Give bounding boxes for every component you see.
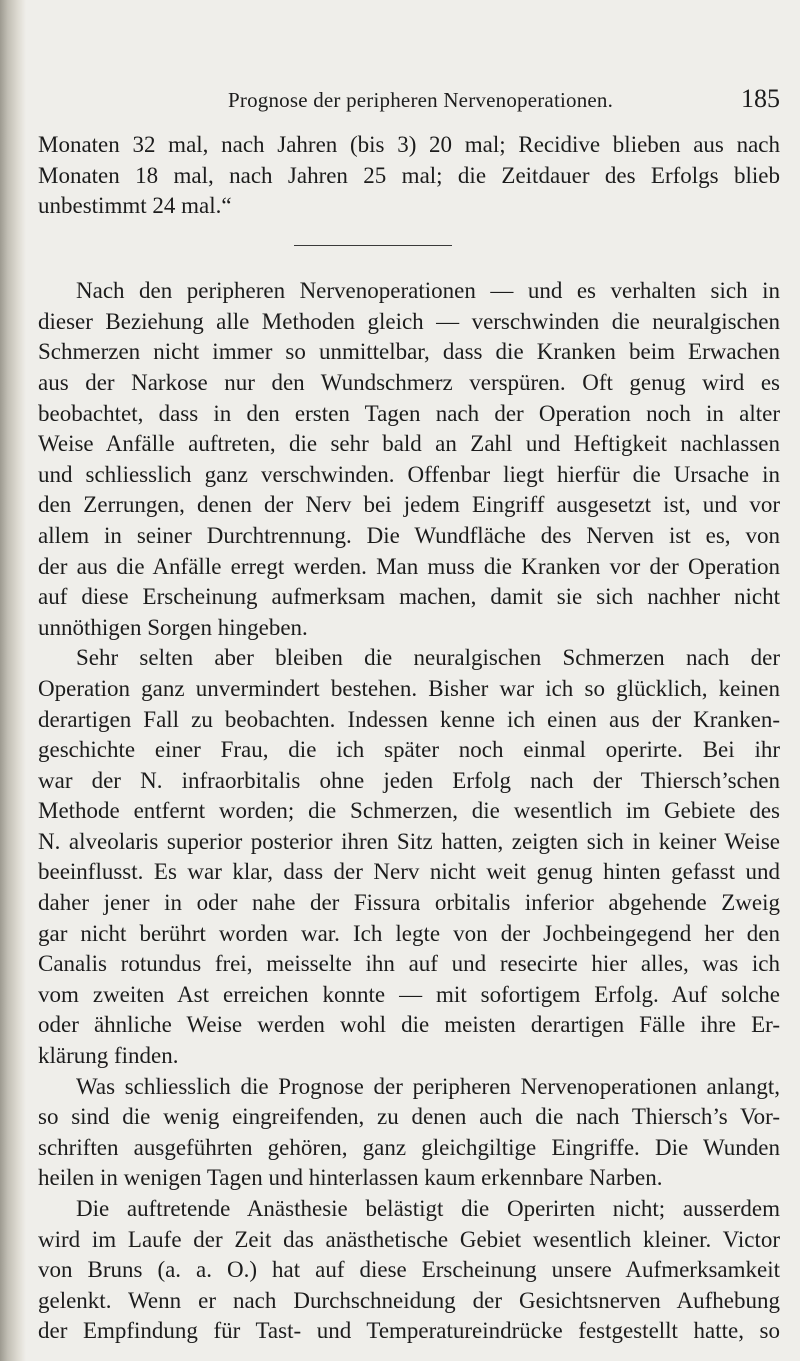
text-line: der Empfindung für Tast- und Temperatureindrücke festgestellt hatte, so xyxy=(38,1318,780,1344)
text-line: Was schliesslich die Prognose der peripheren Nervenoperationen anlangt, xyxy=(76,1073,780,1099)
text-line: Canalis rotundus frei, meisselte ihn auf und resecirte hier alles, was ich xyxy=(38,951,780,977)
text-line: Monaten 18 mal, nach Jahren 25 mal; die Zeitdauer des Erfolgs blieb xyxy=(38,162,780,188)
text-line: oder ähnliche Weise werden wohl die meisten derartigen Fälle ihre Er- xyxy=(38,1012,780,1038)
section-separator-rule xyxy=(294,245,452,246)
text-line: war der N. infraorbitalis ohne jeden Erfolg nach der Thiersch’schen xyxy=(38,767,780,793)
text-line: allem in seiner Durchtrennung. Die Wundfläche des Nerven ist es, von xyxy=(38,522,780,548)
page-header xyxy=(38,84,780,116)
text-line: dieser Beziehung alle Methoden gleich — verschwinden die neuralgischen xyxy=(38,308,780,334)
text-line: den Zerrungen, denen der Nerv bei jedem Eingriff ausgesetzt ist, und vor xyxy=(38,492,780,518)
text-line: auf diese Erscheinung aufmerksam machen, damit sie sich nachher nicht xyxy=(38,584,780,610)
text-line: daher jener in oder nahe der Fissura orbitalis inferior abgehende Zweig xyxy=(38,890,780,916)
text-line: von Bruns (a. a. O.) hat auf diese Erscheinung unsere Aufmerksamkeit xyxy=(38,1257,780,1283)
text-line: geschichte einer Frau, die ich später noch einmal operirte. Bei ihr xyxy=(38,737,780,763)
text-line: vom zweiten Ast erreichen konnte — mit sofortigem Erfolg. Auf solche xyxy=(38,981,780,1007)
text-line: Die auftretende Anästhesie belästigt die Operirten nicht; ausserdem xyxy=(76,1196,780,1222)
text-line: gelenkt. Wenn er nach Durchschneidung der Gesichtsnerven Aufhebung xyxy=(38,1287,780,1313)
text-line: heilen in wenigen Tagen und hinterlassen kaum erkennbare Narben. xyxy=(38,1165,663,1191)
text-line: unnöthigen Sorgen hingeben. xyxy=(38,614,308,640)
text-line: wird im Laufe der Zeit das anästhetische Gebiet wesentlich kleiner. Victor xyxy=(38,1226,780,1252)
text-line: Methode entfernt worden; die Schmerzen, die wesentlich im Gebiete des xyxy=(38,798,780,824)
book-page xyxy=(38,0,780,1361)
text-line: so sind die wenig eingreifenden, zu denen auch die nach Thiersch’s Vor- xyxy=(38,1104,780,1130)
text-line: unbestimmt 24 mal.“ xyxy=(38,193,232,219)
text-line: der aus die Anfälle erregt werden. Man muss die Kranken vor der Operation xyxy=(38,553,780,579)
continued-quote-paragraph xyxy=(38,130,780,222)
text-line: Schmerzen nicht immer so unmittelbar, dass die Kranken beim Erwachen xyxy=(38,339,780,365)
text-line: schriften ausgeführten gehören, ganz gleichgiltige Eingriffe. Die Wunden xyxy=(38,1134,780,1160)
page-binding-edge xyxy=(0,0,26,1361)
paragraph-prognosis xyxy=(38,1072,780,1194)
text-line: beobachtet, dass in den ersten Tagen nach der Operation noch in alter xyxy=(38,400,780,426)
text-line: derartigen Fall zu beobachten. Indessen kenne ich einen aus der Kranken- xyxy=(38,706,780,732)
text-line: beeinflusst. Es war klar, dass der Nerv nicht weit genug hinten gefasst und xyxy=(38,859,780,885)
page-number: 185 xyxy=(741,84,780,113)
text-line: klärung finden. xyxy=(38,1043,179,1069)
text-line: Operation ganz unvermindert bestehen. Bisher war ich so glücklich, keinen xyxy=(38,675,780,701)
text-line: Monaten 32 mal, nach Jahren (bis 3) 20 mal; Recidive blieben aus nach xyxy=(38,132,780,157)
paragraph-case-report xyxy=(38,643,780,1071)
text-line: Weise Anfälle auftreten, die sehr bald an Zahl und Heftigkeit nachlassen xyxy=(38,431,780,457)
paragraph-delayed-pain xyxy=(38,276,780,643)
running-title: Prognose der peripheren Nervenoperationen. xyxy=(228,88,614,112)
text-line: aus der Narkose nur den Wundschmerz verspüren. Oft genug wird es xyxy=(38,369,780,395)
text-line: Nach den peripheren Nervenoperationen — und es verhalten sich in xyxy=(76,278,780,304)
text-line: N. alveolaris superior posterior ihren Sitz hatten, zeigten sich in keiner Weise xyxy=(38,828,780,854)
paragraph-anesthesia xyxy=(38,1194,780,1347)
text-line: und schliesslich ganz verschwinden. Offenbar liegt hierfür die Ursache in xyxy=(38,461,780,487)
text-line: gar nicht berührt worden war. Ich legte von der Jochbeingegend her den xyxy=(38,920,780,946)
text-line: Sehr selten aber bleiben die neuralgischen Schmerzen nach der xyxy=(76,645,780,671)
